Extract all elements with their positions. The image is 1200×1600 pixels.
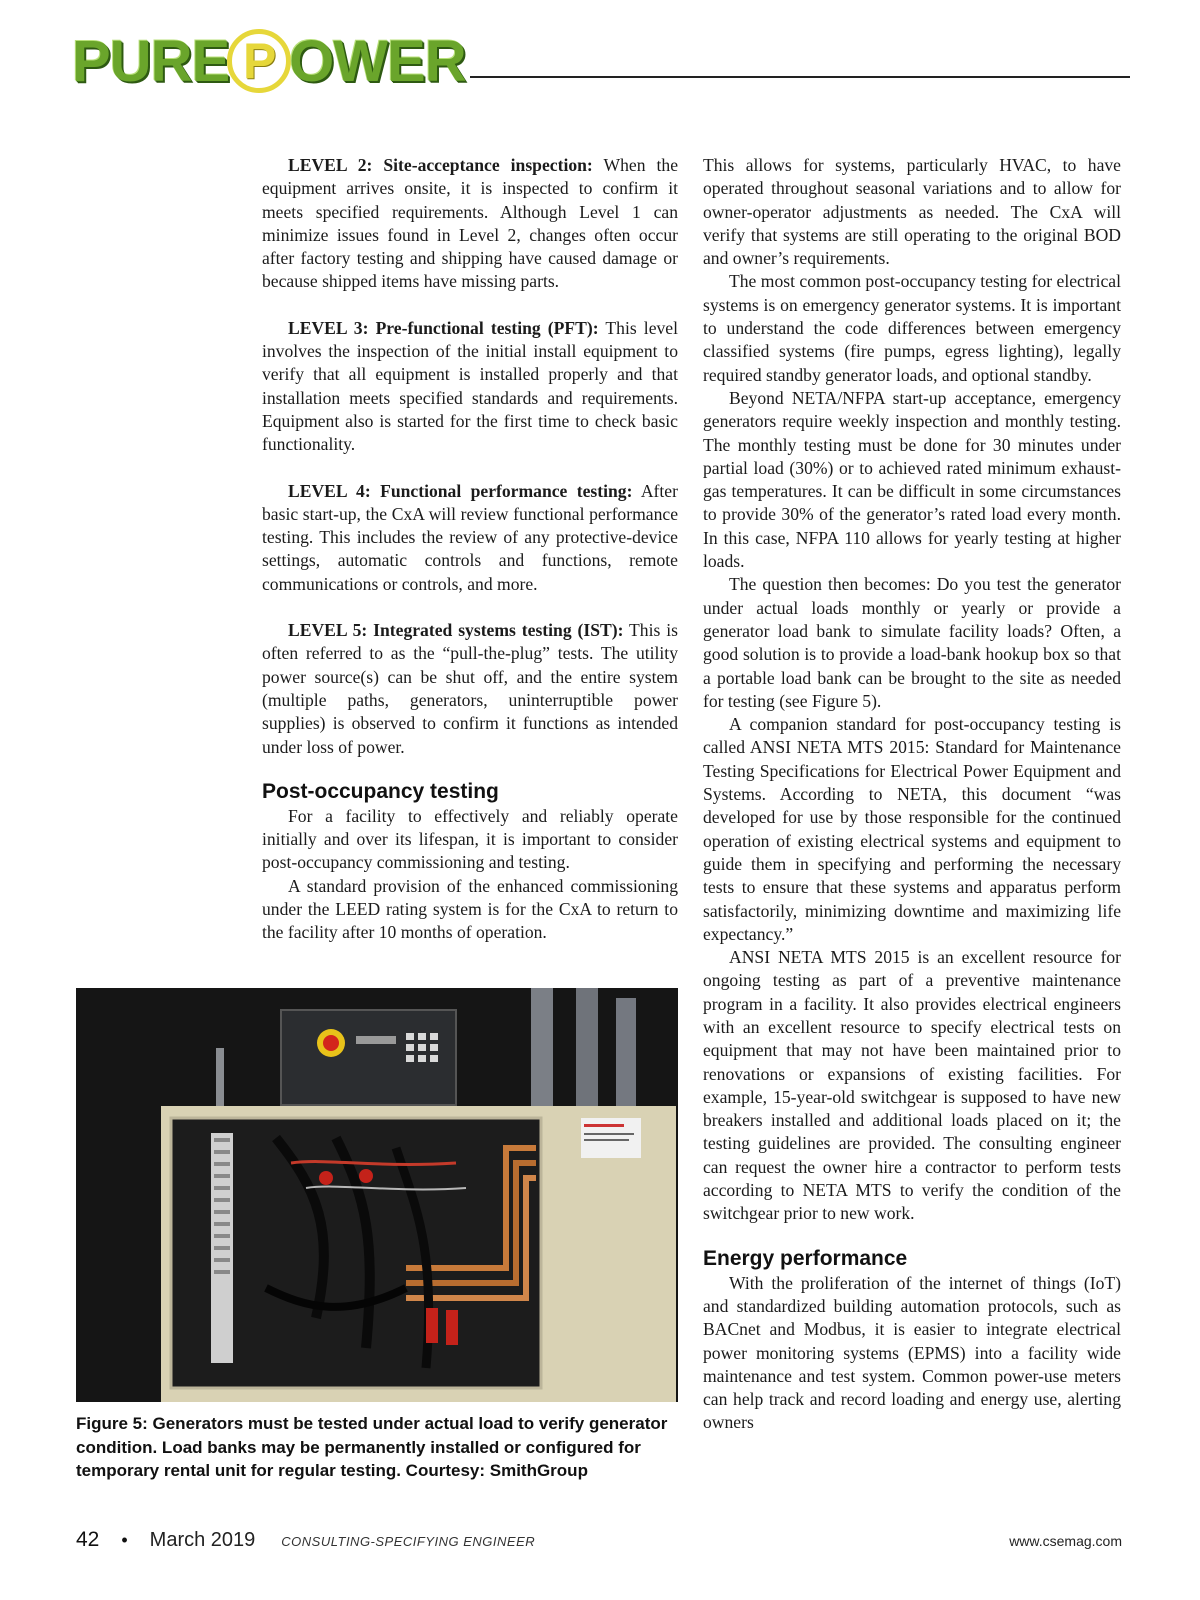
level-5-title: LEVEL 5: Integrated systems testing (IST): xyxy=(288,620,624,641)
footer-bullet: • xyxy=(121,1530,128,1550)
level-3-title: LEVEL 3: Pre-functional testing (PFT): xyxy=(288,317,599,338)
post-occupancy-paragraph-2: A standard provision of the enhanced commissioning under the LEED rating system is for the CxA to return to the facility after 10 months of operation. xyxy=(262,875,678,943)
level-4-paragraph xyxy=(262,480,678,596)
level-4-text: After basic start-up, the CxA will review functional performance testing. This includes the review of any protective-device settings, automatic controls and functions, remote communications or controls, and more. xyxy=(262,480,678,594)
level-2-paragraph xyxy=(262,154,678,294)
right-paragraph-2: The most common post-occupancy testing for electrical systems is on emergency generator systems. It is important to understand the code differences between emergency classified systems (fire pumps, egress lighting), legally required standby generator loads, and optional standby. xyxy=(703,271,1121,385)
right-paragraph-3: Beyond NETA/NFPA start-up acceptance, emergency generators require weekly inspection and monthly testing. The monthly testing must be done for 30 minutes under partial load (30%) or to achieved rated minimum exhaust-gas temperatures. It can be difficult in some circumstances to provide 30% of the generator’s rated load every month. In this case, NFPA 110 allows for yearly testing at higher loads. xyxy=(703,387,1121,572)
page-footer xyxy=(76,1528,1122,1558)
pure-power-logo xyxy=(72,22,466,100)
level-5-paragraph xyxy=(262,619,678,759)
logo-text-left: PURE xyxy=(72,28,230,94)
figure-caption: Figure 5: Generators must be tested under actual load to verify generator condition. Load banks may be permanently installed or configured for temporary rental unit for regular testing. Courtesy: SmithGroup xyxy=(76,1414,668,1480)
header-rule xyxy=(470,76,1130,78)
right-column xyxy=(703,154,1121,1435)
website-url: www.csemag.com xyxy=(1009,1533,1122,1549)
logo-text-right: OWER xyxy=(289,28,466,94)
level-5-text: This is often referred to as the “pull-the-plug” tests. The utility power source(s) can be shut off, and the entire system (multiple paths, generators, uninterruptible power supplies) is observed to confirm it functions as intended under loss of power. xyxy=(262,620,678,757)
logo-p-badge: P xyxy=(227,29,291,93)
right-paragraph-5: A companion standard for post-occupancy testing is called ANSI NETA MTS 2015: Standard for Maintenance Testing Specifications for Electrical Power Equipment and Systems. According to NETA, this document “was developed for use by those responsible for the continued operation of existing electrical systems and equipment to guide them in specifying and performing the necessary tests to ensure that these systems and apparatus perform satisfactorily, minimizing downtime and maximizing life expectancy.” xyxy=(703,714,1121,944)
right-paragraph-6: ANSI NETA MTS 2015 is an excellent resource for ongoing testing as part of a preventive maintenance program in a facility. It also provides electrical engineers with an excellent resource to specify electrical tests on equipment that may not have been maintained prior to renovations or expansions of existing facilities. For example, 15-year-old switchgear is supposed to have new breakers installed and additional loads placed on it; the testing guidelines are provided. The consulting engineer can request the owner hire a contractor to perform tests according to NETA MTS to verify the condition of the switchgear prior to new work. xyxy=(703,947,1121,1224)
generator-illustration xyxy=(76,988,678,1402)
post-occupancy-heading: Post-occupancy testing xyxy=(262,779,499,803)
left-column xyxy=(262,154,678,945)
energy-performance-heading: Energy performance xyxy=(703,1246,908,1270)
right-paragraph-4: The question then becomes: Do you test the generator under actual loads monthly or yearly or provide a generator load bank to simulate facility loads? Often, a good solution is to provide a load-bank hookup box so that a portable load bank can be brought to the site as needed for testing (see Figure 5). xyxy=(703,574,1121,711)
level-4-title: LEVEL 4: Functional performance testing: xyxy=(288,480,633,501)
level-3-text: This level involves the inspection of the initial install equipment to verify that all equipment is installed properly and that installation meets specified standards and requirements. Equipment also is started for the first time to check basic functionality. xyxy=(262,317,678,455)
page-number: 42 xyxy=(76,1528,100,1551)
generator-photo xyxy=(76,988,678,1402)
level-2-title: LEVEL 2: Site-acceptance inspection: xyxy=(288,155,593,175)
post-occupancy-paragraph-1: For a facility to effectively and reliably operate initially and over its lifespan, it is important to consider post-occupancy commissioning and testing. xyxy=(262,805,678,873)
magazine-name: CONSULTING-SPECIFYING ENGINEER xyxy=(281,1534,536,1549)
level-3-paragraph xyxy=(262,317,678,457)
issue-date: March 2019 xyxy=(149,1529,256,1551)
right-paragraph-7: With the proliferation of the internet of things (IoT) and standardized building automation protocols, such as BACnet and Modbus, it is easier to integrate electrical power monitoring systems (EPMS) into a facility wide maintenance and test system. Common power-use meters can help track and record loading and energy use, alerting owners xyxy=(703,1272,1121,1433)
right-paragraph-1: This allows for systems, particularly HVAC, to have operated throughout seasonal variations and to allow for owner-operator adjustments as needed. The CxA will verify that systems are still operating to the original BOD and owner’s requirements. xyxy=(703,155,1121,269)
level-2-text: When the equipment arrives onsite, it is inspected to confirm it meets specified requirements. Although Level 1 can minimize issues found in Level 2, changes often occur after factory testing and shipping have caused damage or because shipped items have missing parts. xyxy=(262,155,679,292)
